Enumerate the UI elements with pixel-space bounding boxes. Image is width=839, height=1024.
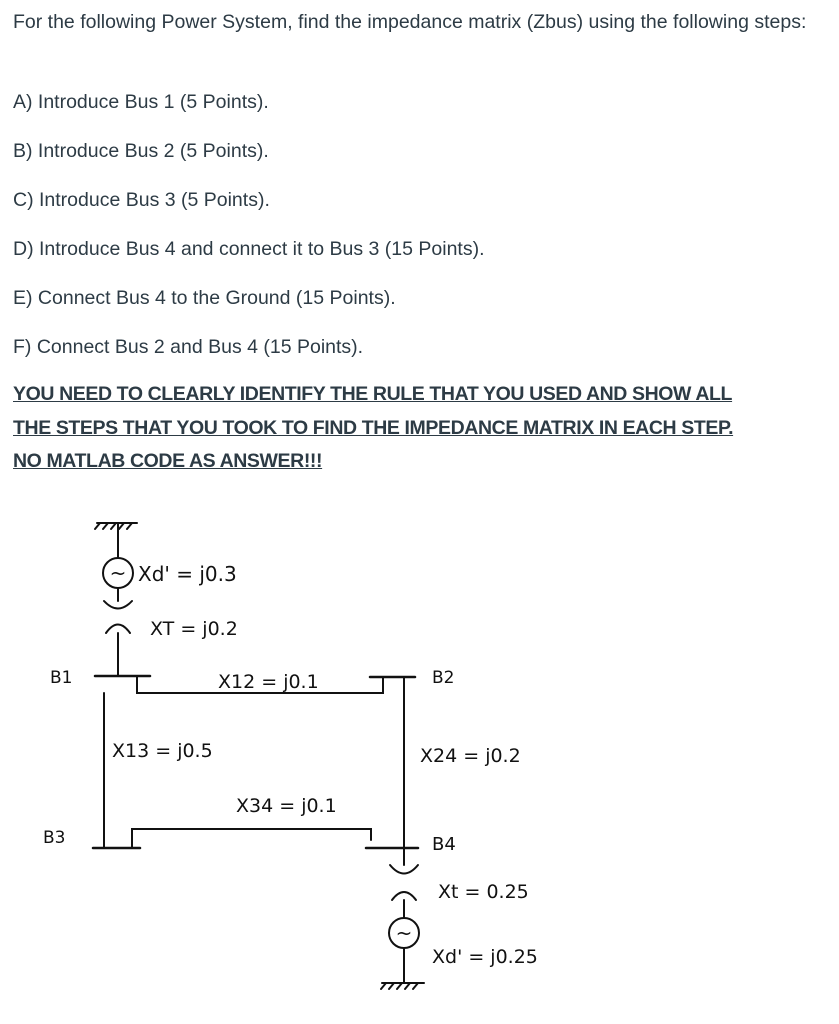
x24-label: X24 = j0.2 [420,745,521,767]
bus1-label: B1 [50,668,73,688]
question-intro: For the following Power System, find the impedance matrix (Zbus) using the following steps: [13,11,807,33]
x12-label: X12 = j0.1 [218,671,319,693]
warning-line-3: NO MATLAB CODE AS ANSWER!!! [13,450,323,472]
step-a: A) Introduce Bus 1 (5 Points). [13,91,269,113]
gen1-ground-symbol [95,523,137,557]
line-3-4 [132,829,371,848]
bus2-label: B2 [432,668,455,688]
gen2-transformer-reactance-label: Xt = 0.25 [438,881,529,903]
gen2-reactance-label: Xd' = j0.25 [432,946,538,968]
gen2-symbol: ~ [395,921,413,945]
gen2-transformer-symbol [390,848,418,918]
warning-line-2: THE STEPS THAT YOU TOOK TO FIND THE IMPEDANCE MATRIX IN EACH STEP. [13,416,734,439]
gen2-ground-symbol [381,948,424,989]
x13-label: X13 = j0.5 [112,740,213,762]
gen1-transformer-symbol [104,588,132,676]
step-e: E) Connect Bus 4 to the Ground (15 Points). [13,287,396,309]
step-c: C) Introduce Bus 3 (5 Points). [13,189,270,211]
warning-line-1: YOU NEED TO CLEARLY IDENTIFY THE RULE THAT YOU USED AND SHOW ALL [13,383,733,405]
bus3-label: B3 [43,828,66,848]
gen1-reactance-label: Xd' = j0.3 [138,562,237,586]
gen1-transformer-reactance-label: XT = j0.2 [150,618,238,640]
warning-text [13,378,828,479]
power-system-diagram [0,500,839,1024]
x34-label: X34 = j0.1 [236,795,337,817]
step-d: D) Introduce Bus 4 and connect it to Bus 3 (15 Points). [13,238,485,260]
bus4-label: B4 [432,834,456,855]
gen1-symbol: ~ [109,561,127,585]
step-b: B) Introduce Bus 2 (5 Points). [13,140,269,162]
step-f: F) Connect Bus 2 and Bus 4 (15 Points). [13,336,364,358]
